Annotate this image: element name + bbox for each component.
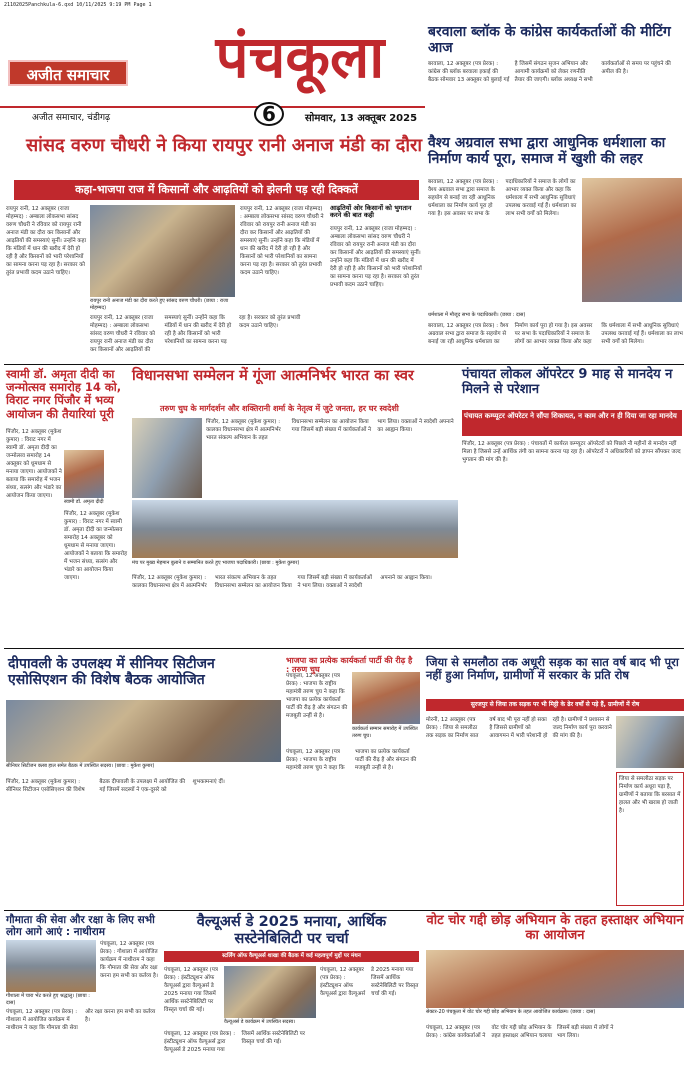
swami-body-col2: पिंजौर, 12 अक्तूबर (मुकेश कुमार) : विराट नगर में स्वामी डॉ. अमृता दीदी का जन्मोत्सव समारोह 14 अक्तूबर को धूमधाम से मनाया जाएगा। आयोजकों ने बताया कि समारोह में भजन संध्या, सत्संग और भंडारे का आयोजन किया जाएगा। — [64, 511, 128, 581]
masthead-dateline: अजीत समाचार, चंडीगढ़ — [32, 113, 111, 123]
vidhansabha-photo-small — [132, 418, 202, 498]
varun-body-col4: रायपुर रानी, 12 अक्तूबर (राजा मोहम्मद) : अम्बाला लोकसभा सांसद वरुण चौधरी ने रविवार को रायपुर रानी अनाज मंडी का दौरा कर किसानों और आढ़तियों की समस्याएं सुनीं। उन्होंने कहा कि मंडियों में धान की खरीद में देरी हो रही है और किसानों को भारी परेशानियों का सामना करना पड़ रहा है। सरकार को तुरंत प्रभावी कदम उठाने चाहिए। — [330, 226, 422, 288]
values-body-col2: पंचकूला, 12 अक्तूबर (पत्र प्रेरक) : इंस्टीट्यूशन ऑफ वैल्यूअर्स द्वारा वैल्यूअर्स डे 2025 मनाया गया जिसमें आर्थिक सस्टेनेबिलिटी पर विस्तृत चर्चा की गई। — [164, 1031, 306, 1053]
gaumata-body-top: पंचकूला, 12 अक्तूबर (पत्र प्रेरक) : गौशाला में आयोजित कार्यक्रम में नाथीराम ने कहा कि गौमाता की सेवा और रक्षा करना हम सभी का कर्तव्य है। — [100, 941, 158, 979]
swami-caption: स्वामी डॉ. अमृता दीदी — [64, 499, 104, 505]
diwali-body: पिंजौर, 12 अक्तूबर (मुकेश कुमार) : सीनियर सिटीजन एसोसिएशन की विशेष बैठक दीपावली के उपलक्ष्य में आयोजित की गई जिसमें सदस्यों ने एक-दूसरे को शुभकामनाएं दीं। — [6, 779, 225, 793]
vidhansabha-body-top: पिंजौर, 12 अक्तूबर (मुकेश कुमार) : कालका विधानसभा क्षेत्र में आत्मनिर्भर भारत संकल्प अभियान के तहत विधानसभा सम्मेलन का आयोजन किया गया जिसमें बड़ी संख्या में कार्यकर्ताओं ने भाग लिया। वक्ताओं ने स्वदेशी अपनाने का आह्वान किया। — [206, 419, 454, 441]
varun-body-col1: रायपुर रानी, 12 अक्तूबर (राजा मोहम्मद) : अम्बाला लोकसभा सांसद वरुण चौधरी ने रविवार को रायपुर रानी अनाज मंडी का दौरा कर किसानों और आढ़तियों की समस्याएं सुनीं। उन्होंने कहा कि मंडियों में धान की खरीद में देरी हो रही है और किसानों को भारी परेशानियों का सामना करना पड़ रहा है। सरकार को तुरंत प्रभावी कदम उठाने चाहिए। — [6, 206, 86, 276]
diwali-photo — [6, 700, 281, 762]
vidhansabha-photo — [132, 500, 458, 558]
varun-body-col3: रायपुर रानी, 12 अक्तूबर (राजा मोहम्मद) : अम्बाला लोकसभा सांसद वरुण चौधरी ने रविवार को रायपुर रानी अनाज मंडी का दौरा कर किसानों और आढ़तियों की समस्याएं सुनीं। उन्होंने कहा कि मंडियों में धान की खरीद में देरी हो रही है और किसानों को भारी परेशानियों का सामना करना पड़ रहा है। सरकार को तुरंत प्रभावी कदम उठाने चाहिए। — [240, 206, 324, 276]
barwala-headline: बरवाला ब्लॉक के कांग्रेस कार्यकर्ताओं की मीटिंग आज — [428, 24, 671, 57]
votechor-caption: सेक्टर-20 पंचकूला में वोट चोर गद्दी छोड़ अभियान के तहत आयोजित कार्यक्रम। (छाया : दास) — [426, 1009, 596, 1015]
diwali-caption: सीनियर सिटीजन क्लब हाल समेत बैठक में उपस्थित सदस्य। (छाया : मुकेश कुमार) — [6, 763, 155, 769]
gaumata-photo — [6, 940, 96, 992]
varun-caption: रायपुर रानी अनाज मंडी का दौरा करते हुए सांसद वरुण चौधरी। (छाया : राजा मोहम्मद) — [90, 298, 229, 311]
diwali-headline: दीपावली के उपलक्ष्य में सीनियर सिटीजन एसोसिएशन की विशेष बैठक आयोजित — [8, 656, 215, 689]
section-rule-2 — [4, 648, 684, 649]
barwala-body: बरवाला, 12 अक्तूबर (पत्र प्रेरक) : कांग्रेस की ब्लॉक बरवाला इकाई की बैठक सोमवार 13 अक्तूबर को बुलाई गई है जिसमें संगठन सृजन अभियान और आगामी कार्यक्रमों को लेकर रणनीति तैयार की जाएगी। ब्लॉक अध्यक्ष ने सभी कार्यकर्ताओं से समय पर पहुंचने की अपील की है। — [428, 61, 671, 83]
section-rule-3 — [4, 910, 684, 911]
page-number: 6 — [254, 102, 284, 126]
swami-photo — [64, 450, 104, 498]
votechor-headline: वोट चोर गद्दी छोड़ अभियान के तहत हस्ताक्षर अभियान का आयोजन — [426, 913, 684, 943]
jiya-headline: जिया से समलौठा तक अधूरी सड़क का सात वर्ष बाद भी पूरा नहीं हुआ निर्माण, ग्रामीणों में सरकार के प्रति रोष — [426, 655, 679, 683]
brand-logo: अजीत समाचार — [8, 60, 128, 86]
vidhansabha-headline: विधानसभा सम्मेलन में गूंजा आत्मनिर्भर भारत का स्वर — [132, 368, 414, 384]
gaumata-headline: गौमाता की सेवा और रक्षा के लिए सभी लोग आगे आएं : नाथीराम — [6, 914, 155, 939]
values-caption: वैल्यूअर्स डे कार्यक्रम में उपस्थित सदस्य। — [224, 1019, 296, 1025]
vaishya-body-more: बरवाला, 12 अक्तूबर (पत्र प्रेरक) : वैश्य अग्रवाल सभा द्वारा समाज के सहयोग से बनाई जा रही आधुनिक धर्मशाला का निर्माण कार्य पूरा हो गया है। इस अवसर पर सभा के पदाधिकारियों ने समाज के लोगों का आभार व्यक्त किया और कहा कि धर्मशाला में सभी आधुनिक सुविधाएं उपलब्ध करवाई गई हैं। धर्मशाला का लाभ सभी वर्गों को मिलेगा। — [428, 323, 683, 345]
values-body-col1: पंचकूला, 12 अक्तूबर (पत्र प्रेरक) : इंस्टीट्यूशन ऑफ वैल्यूअर्स द्वारा वैल्यूअर्स डे 2025 मनाया गया जिसमें आर्थिक सस्टेनेबिलिटी पर विस्तृत चर्चा की गई। — [164, 967, 218, 1013]
jiya-body: मोरनी, 12 अक्तूबर (पत्र प्रेरक) : जिया से समलौठा तक सड़क का निर्माण सात वर्ष बाद भी पूरा नहीं हो सका है जिससे ग्रामीणों को आवागमन में भारी परेशानी हो रही है। ग्रामीणों ने प्रशासन से जल्द निर्माण कार्य पूरा करवाने की मांग की है। — [426, 717, 612, 739]
page-title: पंचकूला — [215, 23, 385, 91]
masthead-date: सोमवार, 13 अक्तूबर 2025 — [305, 113, 418, 124]
gaumata-caption: गौशाला में चारा भेंट करते हुए श्रद्धालु। (छाया : दास) — [6, 993, 90, 1006]
bhajpa-photo — [352, 672, 420, 724]
bhajpa-headline: भाजपा का प्रत्येक कार्यकर्ता पार्टी की रीढ़ है : तरुण चुघ — [286, 656, 413, 675]
panchayat-headline: पंचायत लोकल ऑपरेटर 9 माह से मानदेय न मिलने से परेशान — [462, 367, 673, 397]
jiya-box: जिया से समलौठा सड़क पर निर्माण कार्य अधूरा पड़ा है, ग्रामीणों ने बताया कि बरसात में हालत और भी खराब हो जाती है। — [616, 772, 684, 906]
vidhansabha-body: पिंजौर, 12 अक्तूबर (मुकेश कुमार) : कालका विधानसभा क्षेत्र में आत्मनिर्भर भारत संकल्प अभियान के तहत विधानसभा सम्मेलन का आयोजन किया गया जिसमें बड़ी संख्या में कार्यकर्ताओं ने भाग लिया। वक्ताओं ने स्वदेशी अपनाने का आह्वान किया। — [132, 575, 432, 589]
bhajpa-body: पंचकूला, 12 अक्तूबर (पत्र प्रेरक) : भाजपा के राष्ट्रीय महामंत्री तरुण चुघ ने कहा कि भाजपा का प्रत्येक कार्यकर्ता पार्टी की रीढ़ है और संगठन की मजबूती उन्हीं से है। — [286, 749, 417, 771]
varun-subhead: कहा-भाजपा राज में किसानों और आढ़तियों को झेलनी पड़ रही दिक्कतें — [14, 180, 419, 200]
bhajpa-body-col1: पंचकूला, 12 अक्तूबर (पत्र प्रेरक) : भाजपा के राष्ट्रीय महामंत्री तरुण चुघ ने कहा कि भाजपा का प्रत्येक कार्यकर्ता पार्टी की रीढ़ है और संगठन की मजबूती उन्हीं से है। — [286, 673, 348, 719]
values-subhead: स्टर्लिंग ऑफ वैल्यूअर्स शाखा की बैठक में कई महत्वपूर्ण मुद्दों पर मंथन — [164, 951, 419, 962]
vidhansabha-subhead: तरुण चुघ के मार्गदर्शन और शक्तिरानी शर्मा के नेतृत्व में जुटे जनता, हर घर स्वदेशी — [160, 404, 399, 413]
varun-body-col2: रायपुर रानी, 12 अक्तूबर (राजा मोहम्मद) : अम्बाला लोकसभा सांसद वरुण चौधरी ने रविवार को रायपुर रानी अनाज मंडी का दौरा कर किसानों और आढ़तियों की समस्याएं सुनीं। उन्होंने कहा कि मंडियों में धान की खरीद में देरी हो रही है और किसानों को भारी परेशानियों का सामना करना पड़ रहा है। सरकार को तुरंत प्रभावी कदम उठाने चाहिए। — [90, 315, 301, 353]
panchayat-subhead: पंचायत कम्प्यूटर ऑपरेटर ने सौंपा शिकायत, न काम और न ही दिया जा रहा मानदेय — [462, 410, 682, 436]
panchayat-body: पिंजौर, 12 अक्तूबर (पत्र प्रेरक) : पंचायतों में कार्यरत कम्प्यूटर ऑपरेटरों को पिछले नौ महीनों से मानदेय नहीं मिला है जिससे उन्हें आर्थिक तंगी का सामना करना पड़ रहा है। ऑपरेटरों ने अधिकारियों को ज्ञापन सौंपकर जल्द भुगतान की मांग की है। — [462, 441, 681, 463]
vaishya-caption: धर्मशाला में मौजूद सभा के पदाधिकारी। (छाया : दास) — [428, 312, 526, 318]
varun-subhead2: आढ़तियों ओर किसानों को भुगतान करने की बात कही — [330, 204, 412, 220]
vaishya-photo — [582, 178, 682, 302]
values-body-col3: पंचकूला, 12 अक्तूबर (पत्र प्रेरक) : इंस्टीट्यूशन ऑफ वैल्यूअर्स द्वारा वैल्यूअर्स डे 2025 मनाया गया जिसमें आर्थिक सस्टेनेबिलिटी पर विस्तृत चर्चा की गई। — [320, 967, 419, 997]
vidhansabha-caption: मंच पर मुख्य मेहमान बुलाने व सम्मानित करते हुए भाजपा पदाधिकारी। (छाया : मुकेश कुमार) — [132, 560, 300, 566]
votechor-photo — [426, 950, 684, 1008]
swami-headline: स्वामी डॉ. अमृता दीदी का जन्मोत्सव समारोह 14 को, विराट नगर पिंजौर में भव्य आयोजन की तैयारियां पूरी — [6, 367, 122, 421]
varun-headline: सांसद वरुण चौधरी ने किया रायपुर रानी अनाज मंडी का दौरा — [26, 135, 423, 156]
jiya-photo — [616, 716, 684, 768]
print-slug: 21102025Panchkula-6.qxd 10/11/2025 9:19 PM Page 1 — [4, 2, 152, 8]
values-headline: वैल्यूअर्स डे 2025 मनाया, आर्थिक सस्टेनेबिलिटी पर चर्चा — [196, 914, 387, 947]
varun-photo — [90, 205, 235, 297]
bhajpa-caption: कार्यकर्ता सम्मान समारोह में उपस्थित तरुण चुघ। — [352, 726, 418, 739]
vaishya-body: बरवाला, 12 अक्तूबर (पत्र प्रेरक) : वैश्य अग्रवाल सभा द्वारा समाज के सहयोग से बनाई जा रही आधुनिक धर्मशाला का निर्माण कार्य पूरा हो गया है। इस अवसर पर सभा के पदाधिकारियों ने समाज के लोगों का आभार व्यक्त किया और कहा कि धर्मशाला में सभी आधुनिक सुविधाएं उपलब्ध करवाई गई हैं। धर्मशाला का लाभ सभी वर्गों को मिलेगा। — [428, 179, 577, 217]
gaumata-body: पंचकूला, 12 अक्तूबर (पत्र प्रेरक) : गौशाला में आयोजित कार्यक्रम में नाथीराम ने कहा कि गौमाता की सेवा और रक्षा करना हम सभी का कर्तव्य है। — [6, 1009, 156, 1031]
values-photo — [224, 966, 316, 1018]
votechor-body: पंचकूला, 12 अक्तूबर (पत्र प्रेरक) : कांग्रेस कार्यकर्ताओं ने वोट चोर गद्दी छोड़ अभियान के तहत हस्ताक्षर अभियान चलाया जिसमें बड़ी संख्या में लोगों ने भाग लिया। — [426, 1025, 614, 1039]
jiya-subhead: सुरजपुर से जिया तक सड़क पर भी मिट्टी के ढेर वर्षों से पड़े हैं, ग्रामीणों में रोष — [426, 699, 684, 711]
swami-body-col1: पिंजौर, 12 अक्तूबर (मुकेश कुमार) : विराट नगर में स्वामी डॉ. अमृता दीदी का जन्मोत्सव समारोह 14 अक्तूबर को धूमधाम से मनाया जाएगा। आयोजकों ने बताया कि समारोह में भजन संध्या, सत्संग और भंडारे का आयोजन किया जाएगा। — [6, 429, 62, 499]
vaishya-headline: वैश्य अग्रवाल सभा द्वारा आधुनिक धर्मशाला का निर्माण कार्य पूरा, समाज में खुशी की लहर — [428, 135, 666, 168]
section-rule-1 — [4, 364, 684, 365]
